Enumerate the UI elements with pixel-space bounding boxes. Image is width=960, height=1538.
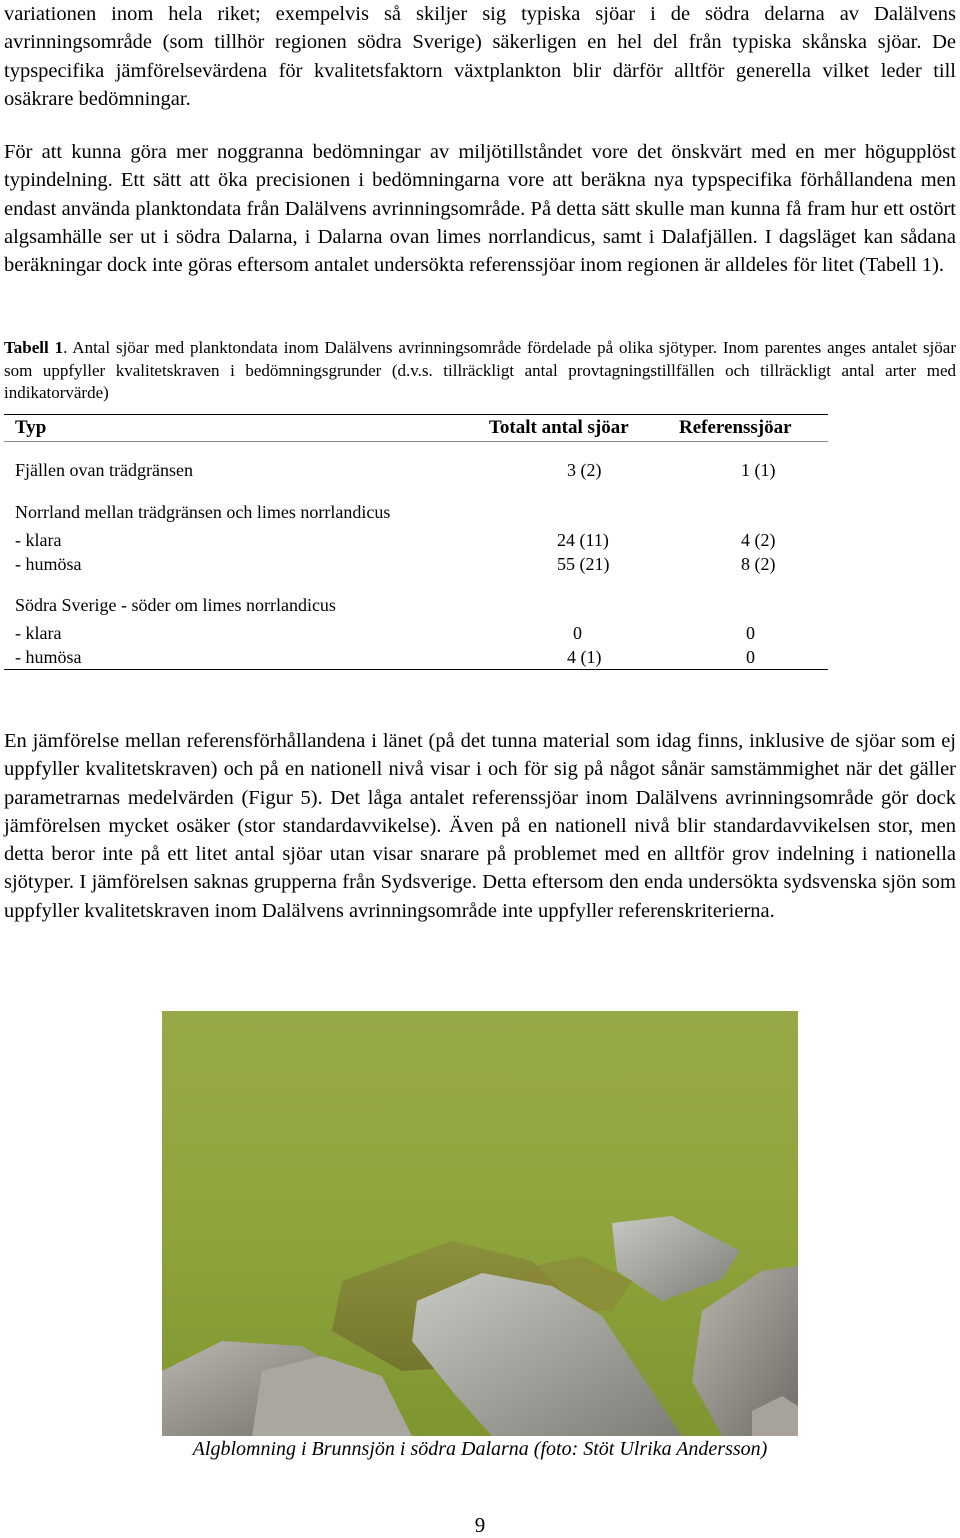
- table-header-referens: Referenssjöar: [679, 417, 792, 438]
- paragraph-jamforelse: En jämförelse mellan referensförhållandena i länet (på det tunna material som idag finns, inklusive de sjöar som ej uppfyller kvalitetskraven) och på en nationell nivå visar i och för sig på något sånär samstämmighet när det gäller parametrarnas medelvärden (Figur 5). Det låga antalet referenssjöar inom Dalälvens avrinningsområde gör dock jämförelsen mycket osäker (stor standardavvikelse). Även på en nationell nivå blir standardavvikelsen stor, men detta beror inte på ett litet antal sjöar utan visar snarare på problemet med en alltför grov indelning i nationella sjötyper. I jämförelsen saknas grupperna från Sydsverige. Detta eftersom den enda undersökta sydsvenska sjön som uppfyller kvalitetskraven inom Dalälvens avrinningsområde inte uppfyller referenskriterierna.: [4, 730, 956, 922]
- table-top-rule: [4, 414, 828, 415]
- table-row-totalt: 55 (21): [557, 554, 610, 574]
- table-row-ref: 8 (2): [741, 554, 776, 574]
- table-row-typ: - klara: [15, 623, 62, 643]
- table-caption-text: . Antal sjöar med planktondata inom Dalälvens avrinningsområde fördelade på olika sjötyper. Inom parentes anges antalet sjöar som uppfyller kvalitetskraven i bedömningsgrunder (d.v.s. tillräckligt antal provtagningstillfällen och tillräckligt antal arter med indikatorvärde): [4, 338, 956, 402]
- table-row-typ: - humösa: [15, 554, 82, 574]
- table-header-totalt: Totalt antal sjöar: [489, 417, 629, 438]
- paragraph-intro-continued: variationen inom hela riket; exempelvis så skiljer sig typiska sjöar i de södra delarna av Dalälvens avrinningsområde (som tillhör regionen södra Sverige) säkerligen en hel del från typiska skånska sjöar. De typspecifika jämförelsevärdena för kvalitetsfaktorn växtplankton blir därför alltför generella vilket leder till osäkrare bedömningar.: [4, 3, 956, 110]
- table-row-typ: Fjällen ovan trädgränsen: [15, 460, 193, 480]
- table-row-typ: - klara: [15, 530, 62, 550]
- table-row-ref: 4 (2): [741, 530, 776, 550]
- table-caption: [4, 337, 956, 405]
- table-bottom-rule: [4, 669, 828, 670]
- table-row-typ: - humösa: [15, 647, 82, 667]
- table-group-norrland: Norrland mellan trädgränsen och limes norrlandicus: [15, 502, 391, 522]
- table-row-totalt: 0: [573, 623, 582, 643]
- paragraph-typindelning: För att kunna göra mer noggranna bedömningar av miljötillståndet vore det önskvärt med en mer högupplöst typindelning. Ett sätt att öka precisionen i bedömningarna vore att beräkna nya typspecifika förhållandena men endast använda planktondata från Dalälvens avrinningsområde. På detta sätt skulle man kunna få fram hur ett ostört algsamhälle ser ut i södra Dalarna, i Dalarna ovan limes norrlandicus, samt i Dalafjällen. I dagsläget kan sådana beräkningar dock inte göras eftersom antalet undersökta referenssjöar inom regionen är alldeles för litet (Tabell 1).: [4, 141, 956, 277]
- table-row-totalt: 3 (2): [567, 460, 602, 480]
- table-row-totalt: 4 (1): [567, 647, 602, 667]
- table-header-typ: Typ: [15, 417, 47, 438]
- table-row-ref: 0: [746, 647, 755, 667]
- algal-bloom-photo: [162, 1011, 798, 1436]
- table-row-ref: 1 (1): [741, 460, 776, 480]
- table-group-sodra: Södra Sverige - söder om limes norrlandicus: [15, 595, 336, 615]
- table-row-ref: 0: [746, 623, 755, 643]
- table-caption-label: Tabell 1: [4, 338, 64, 357]
- page-number: 9: [474, 1513, 486, 1537]
- table-header-rule: [4, 441, 828, 442]
- table-row-totalt: 24 (11): [557, 530, 609, 550]
- photo-caption: Algblomning i Brunnsjön i södra Dalarna (foto: Stöt Ulrika Andersson): [192, 1438, 768, 1460]
